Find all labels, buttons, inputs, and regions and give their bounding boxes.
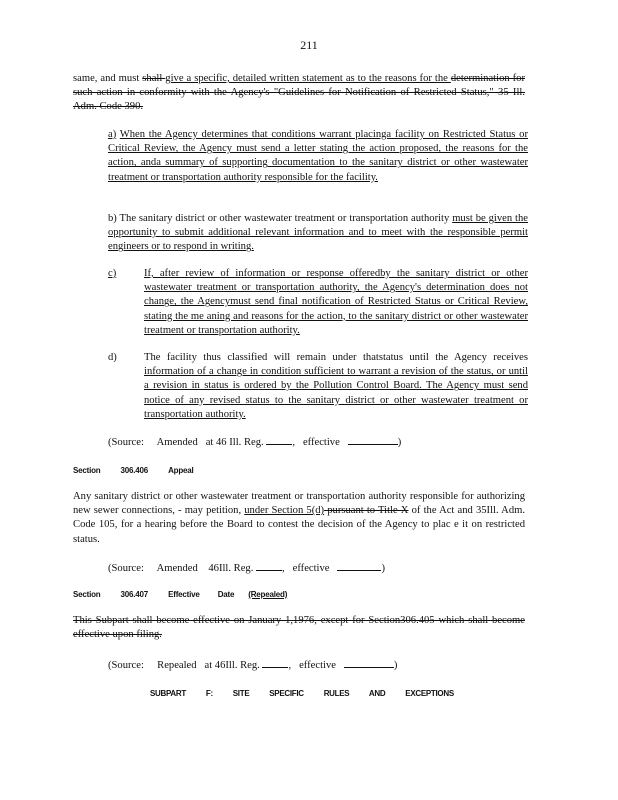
intro-text-b: give a specific, detailed written statement as to the reasons for the [165,73,451,84]
item-c-text: If, after review of information or response offeredby the sanitary district or other wastewater treatment or transportation authority, the Agency's determination does not change, the Agencymust send final notification of Restricted Status or Critical Review, stating the me aning and reasons for the action, to the sanitary district or other wastewater treatment or transportation authority. [144,268,528,336]
item-b-label: b) [108,213,117,224]
intro-text-a: same, and must [73,73,143,84]
page-number: 211 [300,38,318,52]
list-item-b [108,212,528,255]
source-note-3: (Source: Repealed at 46Ill. Reg. , effective ) [108,657,397,671]
item-d-text: information of a change in condition sufficient to warrant a revision of the status, or until a revision in status is ordered by the Pollution Control Board. The Agency must send notice of any revised status to the sanitary district or other wastewater treatment or transportation authority. [144,366,528,420]
item-d-label: d) [108,352,117,363]
item-d-lead: The facility thus classified will remain under thatstatus until the Agency receives [144,352,528,363]
intro-strike-1: shall [142,73,166,84]
subpart-heading: SUBPART F: SITE SPECIFIC RULES AND EXCEPTIONS [150,689,454,698]
intro-strike-2: determination for such action in conformity with the Agency's "Guidelines for Notification of Restricted Status," 35 Ill. Adm. Code 390. [73,73,525,113]
item-b-lead: The sanitary district or other wastewater treatment or transportation authority [119,213,453,224]
section-heading-306-406: Section 306.406 Appeal [73,466,194,475]
intro-paragraph [73,72,525,115]
source-note-1: (Source: Amended at 46 Ill. Reg. , effective ) [108,434,401,448]
section-heading-306-407: Section 306.407 Effective Date (Repealed) [73,590,288,599]
appeal-paragraph: Any sanitary district or other wastewater treatment or transportation authority responsible for authorizing new sewer connections, - may petition, under Section 5(d) pursuant to Title X of the Act and 35Ill. Adm. Code 105, for a hearing before the Board to contest the decision of the Agency to plac e it on restricted status. [73,491,525,545]
effective-date-paragraph: This Subpart shall become effective on January 1,1976, except for Section306.405 which shall become effective upon filing. [73,615,525,641]
item-a-lead: When [119,129,149,140]
list-item-c [108,267,528,338]
item-a-label: a) [108,129,117,140]
list-item-d [108,351,528,422]
item-c-label: c) [108,268,117,279]
source-note-2: (Source: Amended 46Ill. Reg. , effective ) [108,560,385,574]
list-item-a [108,128,528,185]
item-b-text: must be given the opportunity to submit additional relevant information and to meet with the responsible permit engineers or to respond in writing. [108,213,528,253]
item-a-text: the Agency determines that conditions warrant placinga facility on Restricted Status or Critical Review, the Agency must send a letter stating the action proposed, the reasons for the action, anda summary of supporting documentation to the sanitary district or other wastewater treatment or transportation authority responsible for the facility. [108,129,528,183]
